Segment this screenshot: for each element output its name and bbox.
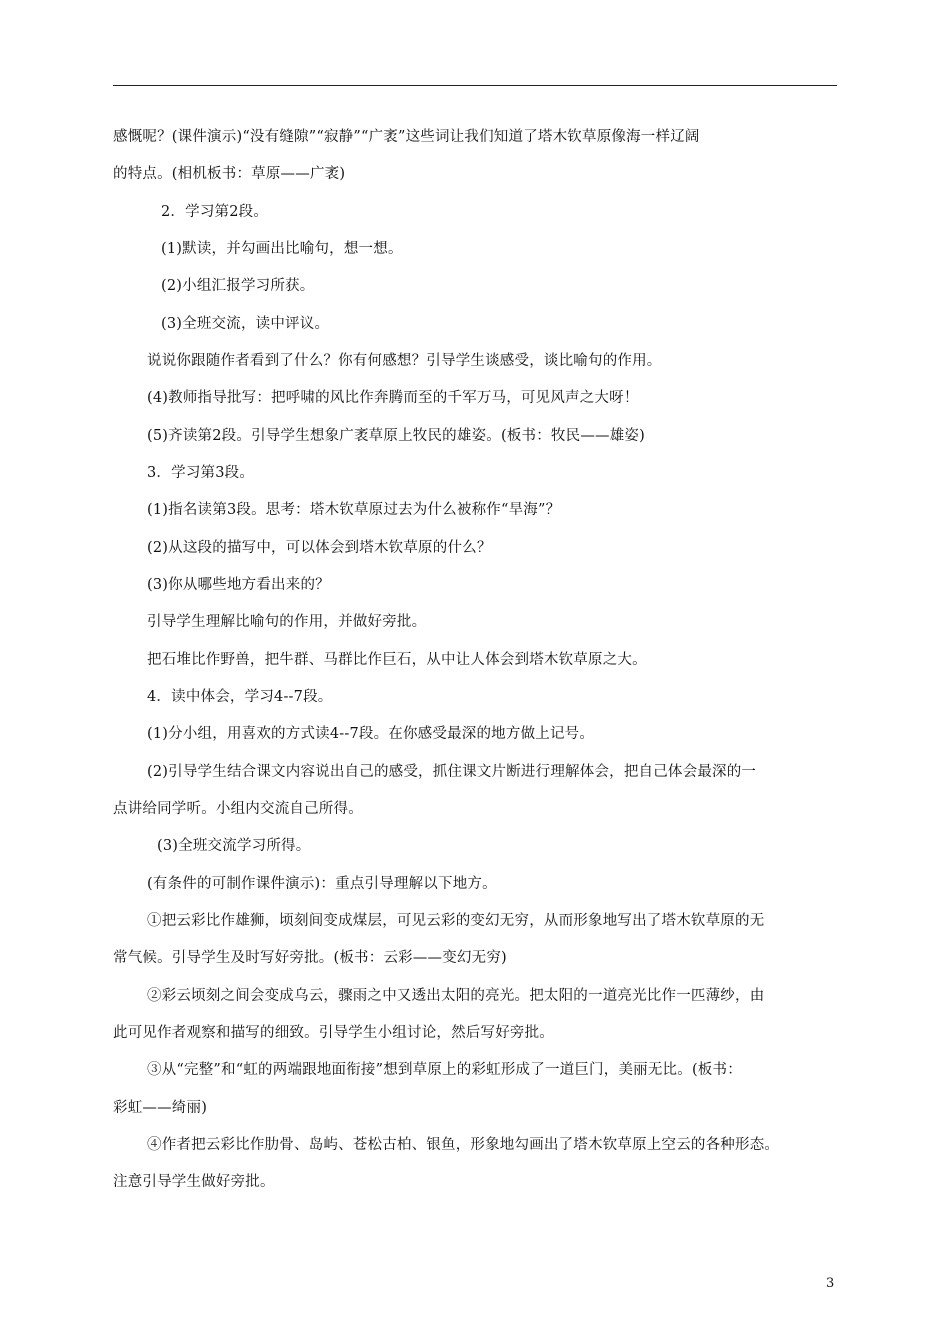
text-line: (4)教师指导批写：把呼啸的风比作奔腾而至的千军万马，可见风声之大呀！ [147, 390, 639, 406]
text-line: 3．学习第3段。 [147, 465, 255, 481]
text-line: (5)齐读第2段。引导学生想象广袤草原上牧民的雄姿。(板书：牧民——雄姿) [147, 428, 645, 444]
text-line: (1)分小组，用喜欢的方式读4--7段。在你感受最深的地方做上记号。 [147, 726, 595, 742]
text-line: (有条件的可制作课件演示)：重点引导理解以下地方。 [147, 876, 497, 892]
text-line: ④作者把云彩比作肋骨、岛屿、苍松古柏、银鱼，形象地勾画出了塔木钦草原上空云的各种形态。 [147, 1137, 780, 1153]
text-line: 感慨呢？(课件演示)“没有缝隙”“寂静”“广袤”这些词让我们知道了塔木钦草原像海一样辽阔 [113, 129, 700, 145]
text-line: 2．学习第2段。 [161, 204, 269, 220]
text-line: (2)小组汇报学习所获。 [161, 278, 315, 294]
text-line: ③从“完整”和“虹的两端跟地面衔接”想到草原上的彩虹形成了一道巨门，美丽无比。(板书： [147, 1062, 742, 1078]
text-line: 彩虹——绮丽) [113, 1100, 208, 1116]
text-line: 点讲给同学听。小组内交流自己所得。 [113, 801, 363, 817]
text-line: (3)全班交流学习所得。 [157, 838, 311, 854]
text-line: (1)指名读第3段。思考：塔木钦草原过去为什么被称作“旱海”？ [147, 502, 561, 518]
text-line: 把石堆比作野兽，把牛群、马群比作巨石，从中让人体会到塔木钦草原之大。 [147, 652, 647, 668]
text-line: 注意引导学生做好旁批。 [113, 1174, 275, 1190]
text-line: ①把云彩比作雄狮，顷刻间变成煤层，可见云彩的变幻无穷，从而形象地写出了塔木钦草原的无 [147, 913, 765, 929]
text-line: ②彩云顷刻之间会变成乌云，骤雨之中又透出太阳的亮光。把太阳的一道亮光比作一匹薄纱，由 [147, 988, 765, 1004]
text-line: 引导学生理解比喻句的作用，并做好旁批。 [147, 614, 427, 630]
text-line: 此可见作者观察和描写的细致。引导学生小组讨论，然后写好旁批。 [113, 1025, 554, 1041]
page-number: 3 [826, 1276, 835, 1291]
header-rule [113, 85, 837, 86]
text-line: (3)全班交流，读中评议。 [161, 316, 330, 332]
text-line: 的特点。(相机板书：草原——广袤) [113, 166, 346, 182]
text-line: (2)引导学生结合课文内容说出自己的感受，抓住课文片断进行理解体会，把自己体会最深的一 [147, 764, 757, 780]
text-line: (3)你从哪些地方看出来的？ [147, 577, 330, 593]
text-line: 常气候。引导学生及时写好旁批。(板书：云彩——变幻无穷) [113, 950, 507, 966]
text-line: (2)从这段的描写中，可以体会到塔木钦草原的什么？ [147, 540, 492, 556]
text-line: (1)默读，并勾画出比喻句，想一想。 [161, 241, 403, 257]
text-line: 4．读中体会，学习4--7段。 [147, 689, 333, 705]
text-line: 说说你跟随作者看到了什么？你有何感想？引导学生谈感受，谈比喻句的作用。 [147, 353, 662, 369]
